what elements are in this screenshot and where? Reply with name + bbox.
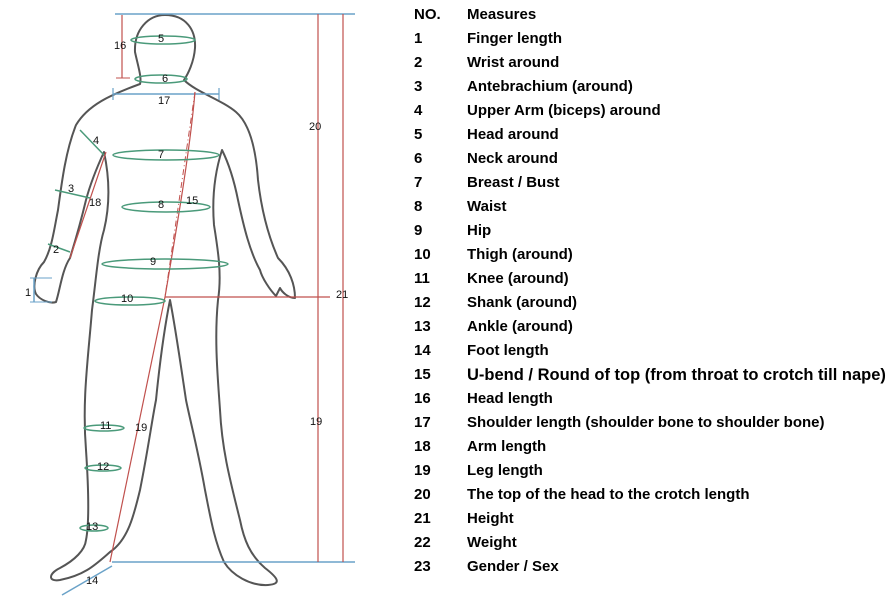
table-row (414, 317, 884, 341)
row-measure: Upper Arm (biceps) around (467, 102, 661, 119)
label-6: 6 (162, 73, 169, 85)
table-row (414, 77, 884, 101)
row-number: 18 (414, 438, 431, 455)
row-number: 20 (414, 486, 431, 503)
label-5: 5 (158, 33, 165, 45)
row-number: 16 (414, 390, 431, 407)
table-row (414, 221, 884, 245)
table-rows (414, 29, 884, 581)
table-row (414, 29, 884, 53)
table-row (414, 101, 884, 125)
table-row (414, 437, 884, 461)
label-1: 1 (25, 287, 32, 299)
row-number: 17 (414, 414, 431, 431)
row-measure: Ankle (around) (467, 318, 573, 335)
row-measure: Antebrachium (around) (467, 78, 633, 95)
row-number: 12 (414, 294, 431, 311)
body-figure (0, 0, 400, 605)
table-row (414, 341, 884, 365)
label-20: 20 (309, 121, 322, 133)
label-3: 3 (68, 183, 75, 195)
label-10: 10 (121, 293, 134, 305)
table-row (414, 245, 884, 269)
row-number: 8 (414, 198, 423, 215)
row-number: 10 (414, 246, 431, 263)
row-measure: Neck around (467, 150, 558, 167)
row-number: 5 (414, 126, 423, 143)
table-row (414, 173, 884, 197)
header-measures: Measures (467, 6, 537, 23)
row-measure: Breast / Bust (467, 174, 560, 191)
label-16: 16 (114, 40, 127, 52)
row-measure: Finger length (467, 30, 562, 47)
measures-table (414, 5, 884, 581)
header-no: NO. (414, 6, 441, 23)
table-row (414, 485, 884, 509)
row-number: 3 (414, 78, 423, 95)
row-number: 15 (414, 366, 431, 383)
row-number: 4 (414, 102, 423, 119)
table-row (414, 149, 884, 173)
row-number: 21 (414, 510, 431, 527)
row-measure: Gender / Sex (467, 558, 559, 575)
row-number: 14 (414, 342, 431, 359)
label-19: 19 (135, 422, 148, 434)
row-measure: Waist (467, 198, 507, 215)
label-9: 9 (150, 256, 157, 268)
table-row (414, 293, 884, 317)
table-row (414, 197, 884, 221)
row-measure: Leg length (467, 462, 543, 479)
table-row (414, 533, 884, 557)
table-row (414, 389, 884, 413)
row-number: 19 (414, 462, 431, 479)
table-row (414, 461, 884, 485)
row-measure: Wrist around (467, 54, 560, 71)
row-measure: Foot length (467, 342, 549, 359)
row-measure: Knee (around) (467, 270, 569, 287)
row-number: 2 (414, 54, 423, 71)
row-number: 9 (414, 222, 423, 239)
label-18: 18 (89, 197, 102, 209)
table-row (414, 509, 884, 533)
row-number: 11 (414, 270, 430, 287)
table-row (414, 53, 884, 77)
row-measure: Shank (around) (467, 294, 578, 311)
row-measure: Head length (467, 390, 553, 407)
row-number: 6 (414, 150, 423, 167)
label-7: 7 (158, 149, 165, 161)
label-19-vertical: 19 (310, 416, 323, 428)
row-measure: Shoulder length (shoulder bone to shoulder bone) (467, 414, 825, 431)
row-number: 13 (414, 318, 431, 335)
row-measure: Height (467, 510, 514, 527)
row-number: 1 (414, 30, 423, 47)
label-17: 17 (158, 95, 171, 107)
label-13: 13 (86, 521, 99, 533)
label-15: 15 (186, 195, 199, 207)
table-row (414, 413, 884, 437)
label-11: 11 (100, 420, 112, 432)
row-measure: Hip (467, 222, 492, 239)
label-12: 12 (97, 461, 110, 473)
row-measure: Arm length (467, 438, 547, 455)
row-number: 7 (414, 174, 423, 191)
row-measure: Head around (467, 126, 559, 143)
label-2: 2 (53, 244, 60, 256)
row-measure: Thigh (around) (467, 246, 573, 263)
label-14: 14 (86, 575, 99, 587)
table-row (414, 557, 884, 581)
label-21: 21 (336, 289, 349, 301)
label-8: 8 (158, 199, 165, 211)
row-number: 23 (414, 558, 431, 575)
table-header (414, 5, 884, 29)
row-measure: Weight (467, 534, 517, 551)
table-row (414, 125, 884, 149)
label-4: 4 (93, 135, 100, 147)
table-row (414, 365, 884, 389)
row-measure: U-bend / Round of top (from throat to crotch till nape) (467, 366, 886, 384)
table-row (414, 269, 884, 293)
row-measure: The top of the head to the crotch length (467, 486, 750, 503)
row-number: 22 (414, 534, 431, 551)
